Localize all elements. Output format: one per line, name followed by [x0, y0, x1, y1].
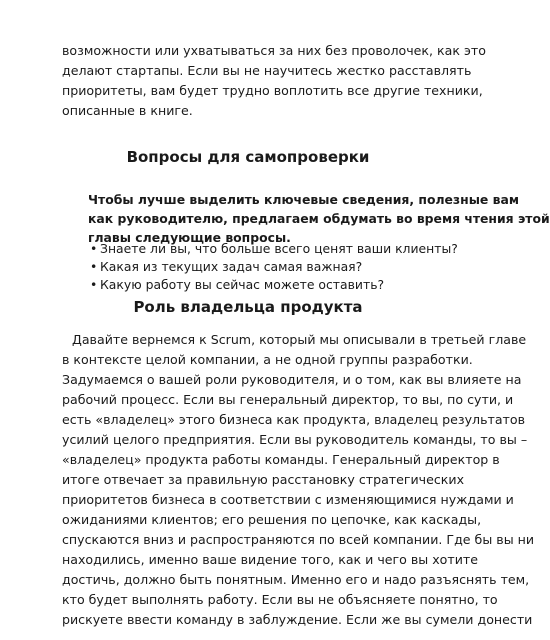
- body-line: усилий целого предприятия. Если вы руководитель команды, то вы –: [62, 432, 528, 447]
- body-line: рискуете ввести команду в заблуждение. Если же вы сумели донести: [62, 612, 533, 627]
- bullet-icon: •: [90, 277, 98, 292]
- intro-line: возможности или ухватываться за них без проволочек, как это: [62, 43, 486, 58]
- list-item-text: Какую работу вы сейчас можете оставить?: [100, 277, 385, 292]
- body-paragraph: [62, 330, 535, 630]
- list-item-text: Знаете ли вы, что больше всего ценят ваши клиенты?: [100, 241, 458, 256]
- body-line: находились, именно ваше видение того, как и чего вы хотите: [62, 552, 478, 567]
- list-item: [90, 258, 458, 276]
- body-line: ожиданиями клиентов; его решения по цепочке, как каскады,: [62, 512, 482, 527]
- lead-line: главы следующие вопросы.: [88, 230, 291, 245]
- body-line: достичь, должно быть понятным. Именно его и надо разъяснять тем,: [62, 572, 530, 587]
- body-line: рабочий процесс. Если вы генеральный директор, то вы, по сути, и: [62, 392, 514, 407]
- body-line: Давайте вернемся к Scrum, который мы описывали в третьей главе: [72, 332, 527, 347]
- body-line: есть «владелец» этого бизнеса как продукта, владелец результатов: [62, 412, 526, 427]
- body-line: приоритетов бизнеса в соответствии с изменяющимися нуждами и: [62, 492, 514, 507]
- intro-paragraph: [62, 41, 486, 121]
- question-list: [90, 240, 458, 294]
- body-line: в контексте целой компании, а не одной группы разработки.: [62, 352, 473, 367]
- intro-line: приоритеты, вам будет трудно воплотить все другие техники,: [62, 83, 483, 98]
- section-heading-product-owner: Роль владельца продукта: [133, 298, 363, 316]
- intro-line: описанные в книге.: [62, 103, 193, 118]
- body-line: кто будет выполнять работу. Если вы не объясняете понятно, то: [62, 592, 498, 607]
- lead-line: Чтобы лучше выделить ключевые сведения, полезные вам: [88, 192, 519, 207]
- section-heading-self-check: Вопросы для самопроверки: [126, 148, 370, 166]
- lead-line: как руководителю, предлагаем обдумать во время чтения этой: [88, 211, 550, 226]
- list-item: [90, 276, 458, 294]
- body-line: «владелец» продукта работы команды. Генеральный директор в: [62, 452, 500, 467]
- intro-line: делают стартапы. Если вы не научитесь жестко расставлять: [62, 63, 472, 78]
- list-item: [90, 240, 458, 258]
- bullet-icon: •: [90, 241, 98, 256]
- body-line: спускаются вниз и распространяются по всей компании. Где бы вы ни: [62, 532, 535, 547]
- body-line: Задумаемся о вашей роли руководителя, и о том, как вы влияете на: [62, 372, 522, 387]
- lead-paragraph: [88, 190, 550, 247]
- list-item-text: Какая из текущих задач самая важная?: [100, 259, 363, 274]
- body-line: итоге отвечает за правильную расстановку стратегических: [62, 472, 465, 487]
- bullet-icon: •: [90, 259, 98, 274]
